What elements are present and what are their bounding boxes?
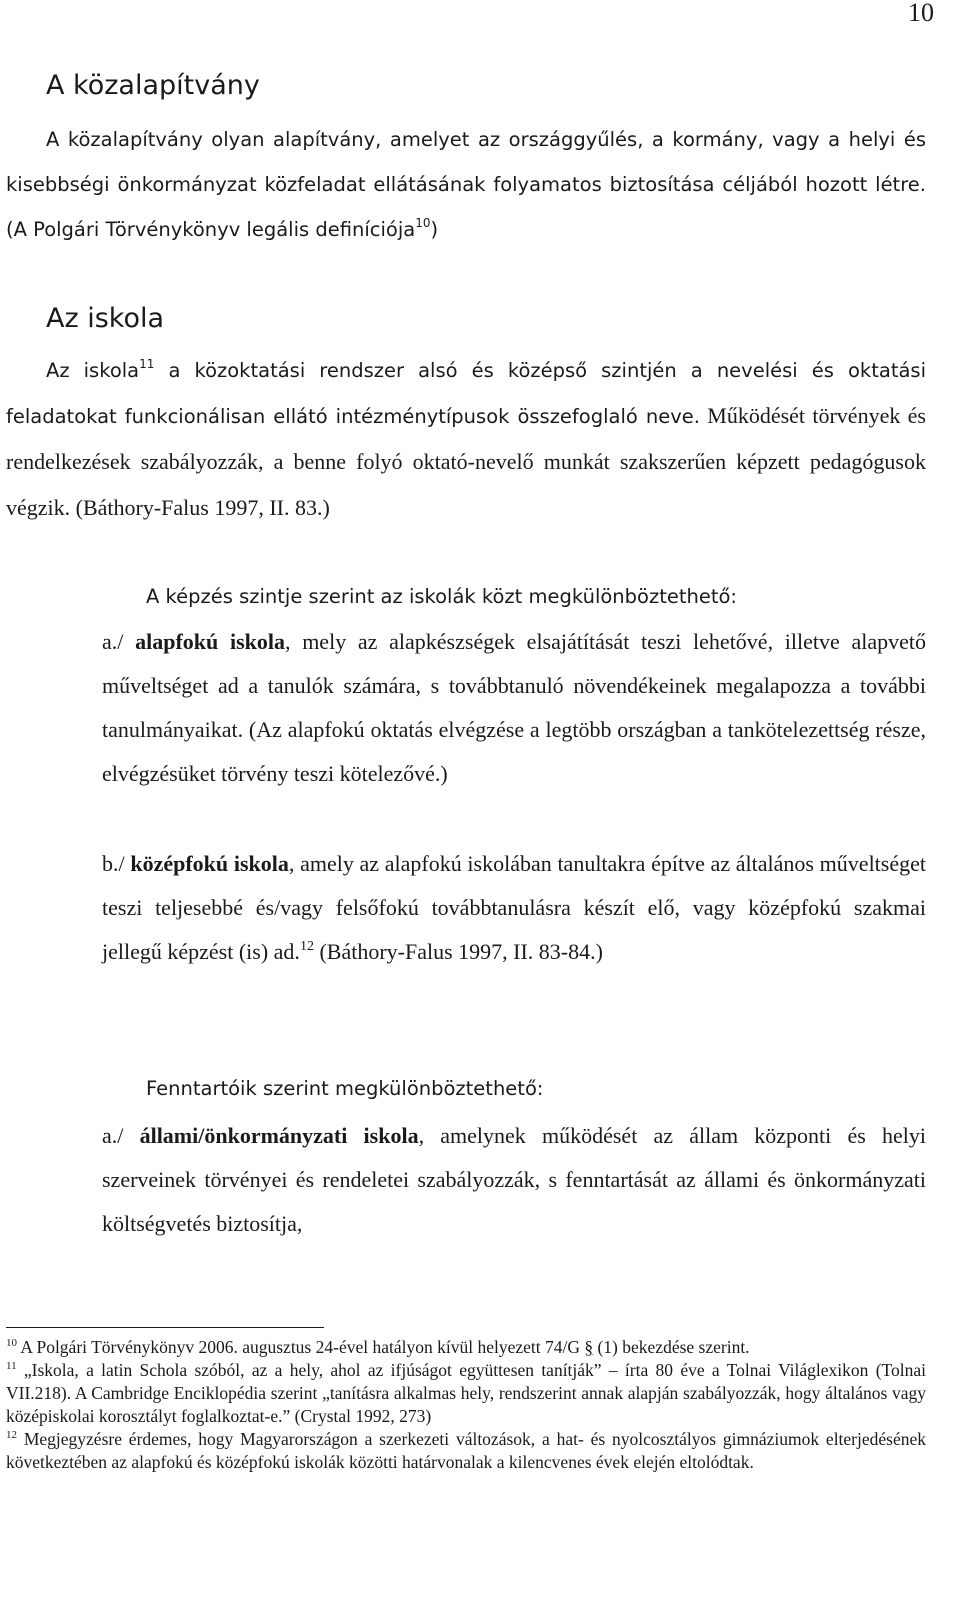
paragraph-text-end: ) xyxy=(430,218,439,241)
footnote-ref-11: 11 xyxy=(139,357,155,371)
paragraph-text: a közoktatási rendszer alsó és középső szintjén a nevelési és oktatási feladatokat funkcionálisan ellátó intézménytípusok összefoglaló neve. xyxy=(6,359,926,428)
subtitle-fenntartok: Fenntartóik szerint megkülönböztethető: xyxy=(146,1077,544,1100)
item-term: középfokú iskola xyxy=(130,851,289,876)
paragraph-text-serif: Működését törvények és rendelkezések szabályozzák, a benne folyó oktató-nevelő munkát szakszerűen képzett pedagógusok végzik. (Báthory-Falus 1997, II. 83.) xyxy=(6,403,926,520)
list-item-kozepfoku xyxy=(102,842,926,974)
list-item-alapfoku xyxy=(102,620,926,796)
heading-kozalapitvany: A közalapítvány xyxy=(46,70,260,101)
section-symbol: § xyxy=(584,1337,594,1357)
footnote-ref-10: 10 xyxy=(415,216,431,230)
item-text: , mely az alapkészségek elsajátítását teszi lehetővé, illetve alapvető műveltséget ad a tanulók számára, s továbbtanuló növendékeinek megalapozza a további tanulmányaikat. (Az alapfokú oktatás elvégzése a legtöbb országban a tankötelezettség része, elvégzésüket törvény teszi kötelezővé.) xyxy=(102,629,926,786)
item-term: alapfokú iskola xyxy=(135,629,285,654)
footnote-10 xyxy=(6,1336,926,1359)
paragraph-kozalapitvany xyxy=(6,117,926,252)
footnote-text-end: (1) bekezdése szerint. xyxy=(593,1337,750,1357)
paragraph-iskola xyxy=(6,348,926,531)
footnote-ref-12: 12 xyxy=(299,939,314,954)
footnote-12 xyxy=(6,1428,926,1474)
list-item-allami xyxy=(102,1114,926,1246)
footnote-text: „Iskola, a latin Schola szóból, az a hely, ahol az ifjúságot együttesen tanítják” – írta 80 éve a Tolnai Világlexikon (Tolnai VII.218). A Cambridge Enciklopédia szerint „tanításra alkalmas hely, rendszerint annak alapján szabályozzák, hogy általános vagy középiskolai korosztályt foglalkoztat-e.” (Crystal 1992, 273) xyxy=(6,1360,926,1426)
footnote-separator xyxy=(6,1327,324,1328)
paragraph-text: A közalapítvány olyan alapítvány, amelyet az országgyűlés, a kormány, vagy a helyi és kisebbségi önkormányzat közfeladat ellátásának folyamatos biztosítása céljából hozott létre. (A Polgári Törvénykönyv legális definíciója xyxy=(6,128,926,241)
item-prefix: a./ xyxy=(102,1123,140,1148)
footnote-text: Megjegyzésre érdemes, hogy Magyarországon a szerkezeti változások, a hat- és nyolcosztályos gimnáziumok elterjedésének következtében az alapfokú és középfokú iskolák közötti határvonalak a kilencvenes évek elején eltolódtak. xyxy=(6,1429,926,1472)
footnote-number: 11 xyxy=(6,1360,17,1372)
item-tail: (Báthory-Falus 1997, II. 83-84.) xyxy=(313,939,603,964)
footnote-number: 10 xyxy=(6,1337,17,1349)
item-term: állami/önkormányzati iskola xyxy=(139,1123,419,1148)
heading-iskola: Az iskola xyxy=(46,303,165,334)
footnote-number: 12 xyxy=(6,1429,17,1441)
paragraph-lead: Az iskola xyxy=(46,359,140,382)
footnotes xyxy=(6,1336,926,1474)
item-text: , amely az alapfokú iskolában tanultakra építve az általános műveltséget teszi teljesebbé és/vagy felsőfokú továbbtanulásra készít elő, vagy középfokú szakmai jellegű képzést (is) ad. xyxy=(102,851,926,964)
item-prefix: a./ xyxy=(102,629,136,654)
page-number: 10 xyxy=(908,0,934,27)
item-prefix: b./ xyxy=(102,851,131,876)
footnote-text: A Polgári Törvénykönyv 2006. augusztus 24-ével hatályon kívül helyezett 74/G xyxy=(17,1337,585,1357)
footnote-11 xyxy=(6,1359,926,1428)
item-text: , amelynek működését az állam központi és helyi szerveinek törvényei és rendeletei szabályozzák, s fenntartását az állami és önkormányzati költségvetés biztosítja, xyxy=(102,1123,926,1236)
subtitle-kepzes: A képzés szintje szerint az iskolák közt megkülönböztethető: xyxy=(146,585,737,608)
